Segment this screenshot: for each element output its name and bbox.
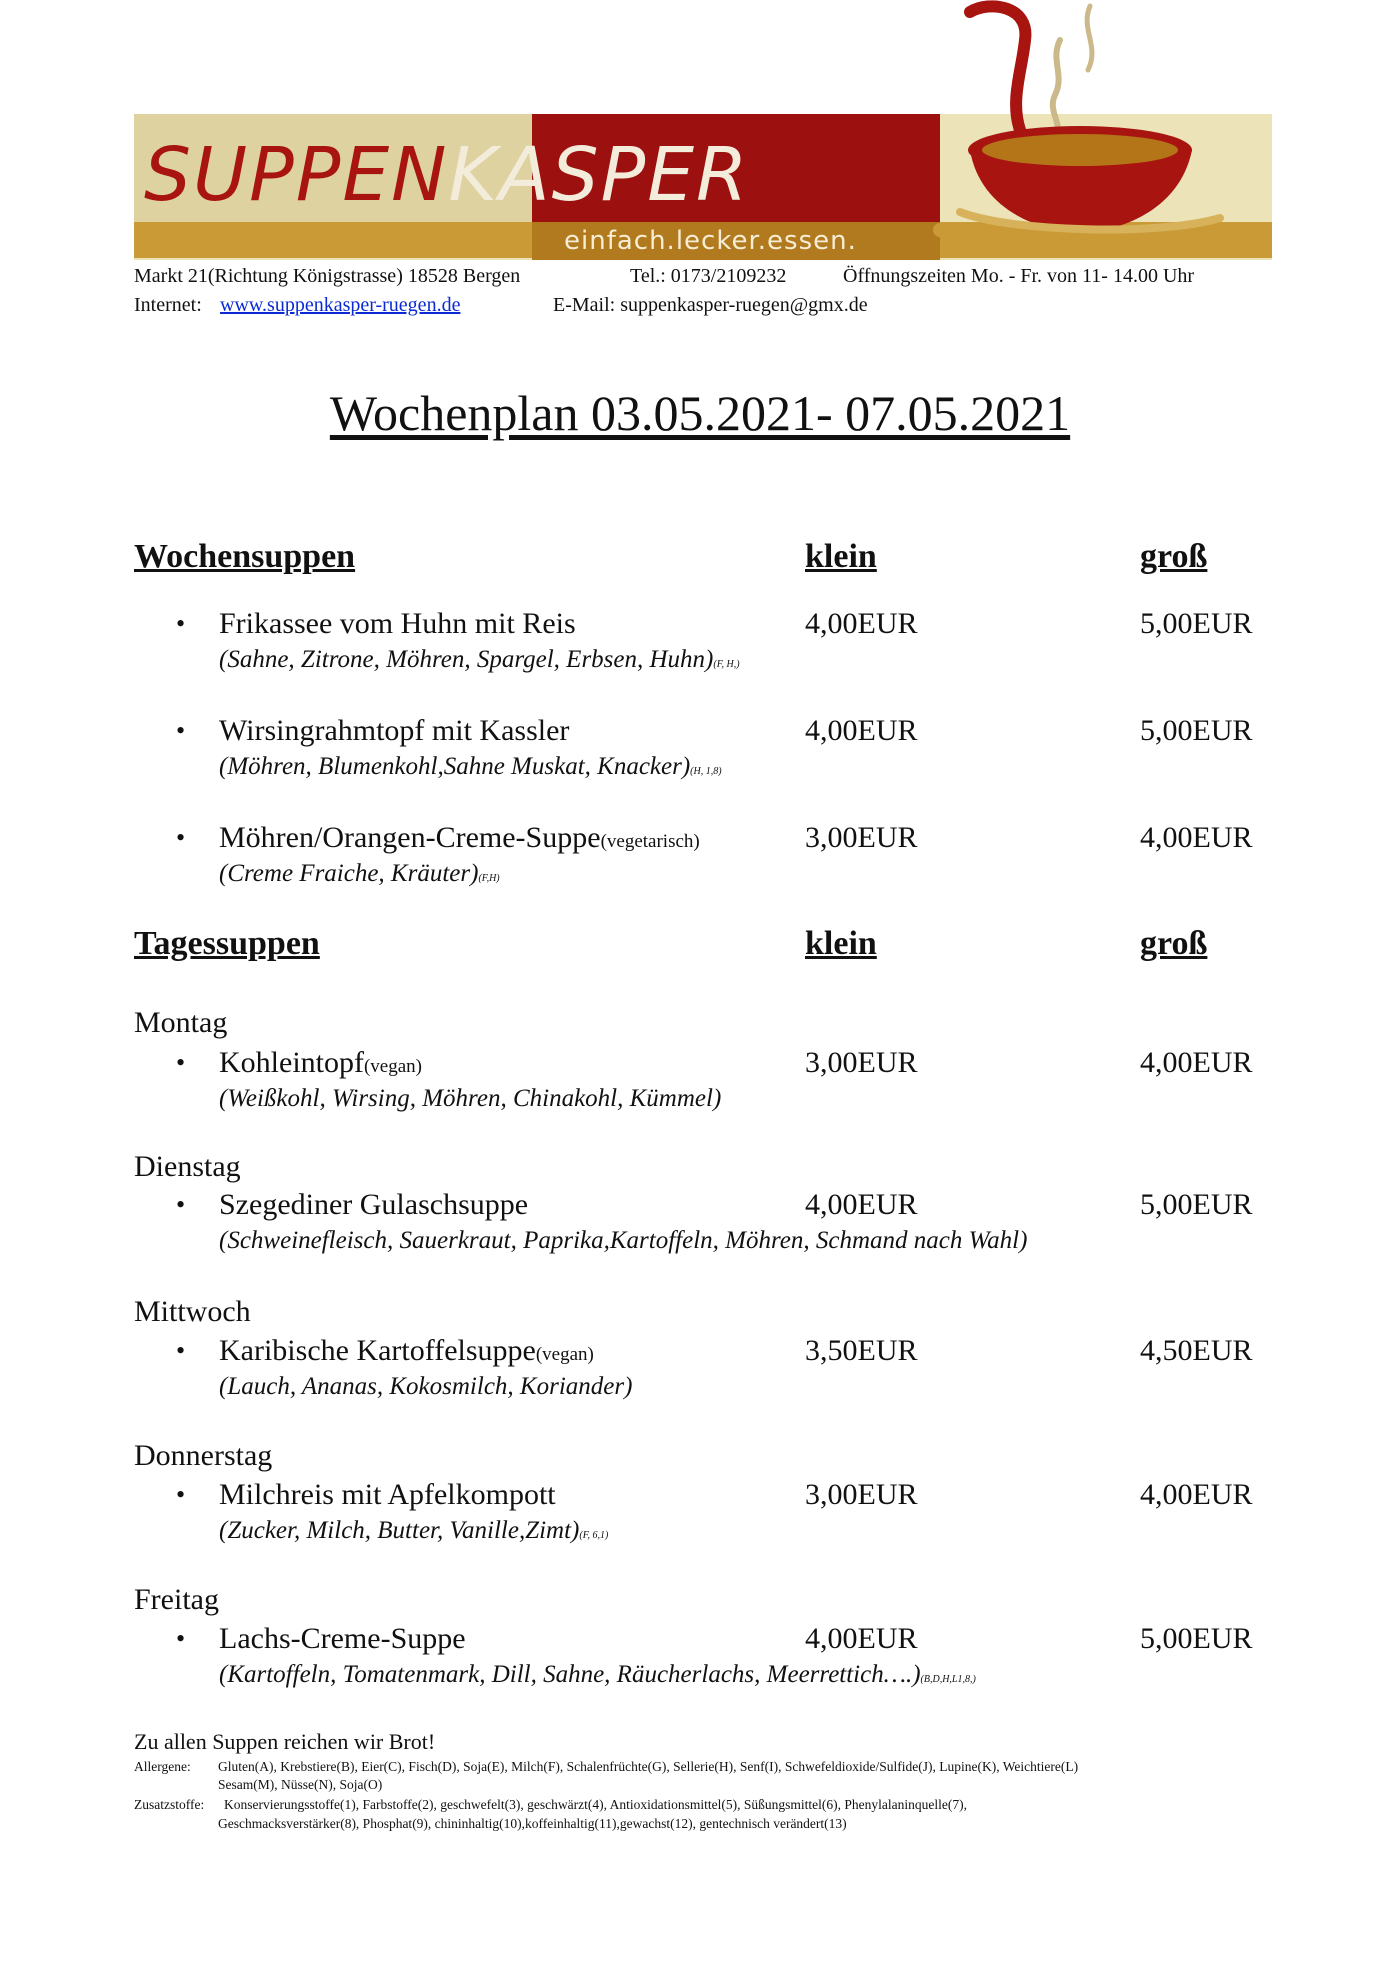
ingredients-text: (Zucker, Milch, Butter, Vanille,Zimt) (219, 1517, 580, 1544)
soup-bowl-with-ladle-icon (930, 0, 1270, 262)
daily-dish-name (219, 1477, 556, 1513)
weekly-price-small: 4,00EUR (805, 714, 918, 747)
weekly-dish-name (219, 820, 700, 856)
dish-title: Karibische Kartoffelsuppe (219, 1334, 536, 1367)
daily-ingredients (219, 1659, 976, 1691)
daily-price-small: 4,00EUR (805, 1622, 918, 1655)
allergene-line-1: Gluten(A), Krebstiere(B), Eier(C), Fisch(D), Soja(E), Milch(F), Schalenfrüchte(G), Sellerie(H), Senf(I), Schwefeldioxide/Sulfide(J), Lupine(K), Weichtiere(L) (218, 1759, 1079, 1774)
daily-price-large: 4,00EUR (1140, 1046, 1253, 1079)
dish-note: (vegan) (363, 1056, 423, 1077)
bread-note: Zu allen Suppen reichen wir Brot! (134, 1729, 436, 1754)
allergen-codes: (B,D,H,L1,8,) (920, 1674, 976, 1685)
daily-price-large: 5,00EUR (1140, 1188, 1253, 1221)
bullet-icon: • (176, 1190, 186, 1219)
soup-surface-shape (982, 134, 1178, 166)
contact-website-link[interactable] (220, 292, 460, 318)
contact-hours: Öffnungszeiten Mo. - Fr. von 11- 14.00 Uhr (843, 265, 1195, 287)
dish-note: (vegan) (535, 1344, 594, 1365)
weekly-price-small: 3,00EUR (805, 821, 918, 854)
bullet-icon: • (176, 1048, 186, 1077)
weekly-price-large: 4,00EUR (1140, 821, 1253, 854)
day-label: Donnerstag (134, 1439, 273, 1472)
weekly-price-small: 4,00EUR (805, 607, 918, 640)
daily-price-small: 4,00EUR (805, 1188, 918, 1221)
dish-title: Lachs-Creme-Suppe (219, 1622, 466, 1655)
bullet-icon: • (176, 1336, 186, 1365)
contact-internet-label: Internet: (134, 294, 202, 316)
dish-title: Kohleintopf (219, 1046, 364, 1079)
day-label: Mittwoch (134, 1295, 251, 1328)
dish-title: Frikassee vom Huhn mit Reis (219, 607, 576, 640)
ingredients-text: (Schweinefleisch, Sauerkraut, Paprika,Kartoffeln, Möhren, Schmand nach Wahl) (219, 1227, 1028, 1254)
dish-title: Milchreis mit Apfelkompott (219, 1478, 556, 1511)
ingredients-text: (Creme Fraiche, Kräuter) (219, 860, 479, 887)
daily-col-small: klein (805, 925, 877, 962)
ingredients-text: (Weißkohl, Wirsing, Möhren, Chinakohl, Kümmel) (219, 1085, 722, 1112)
bullet-icon: • (176, 1624, 186, 1653)
daily-price-large: 5,00EUR (1140, 1622, 1253, 1655)
daily-dish-name (219, 1621, 466, 1657)
brand-tagline: einfach.lecker.essen. (564, 226, 857, 256)
brand-name-part1: SUPPEN (144, 132, 449, 218)
contact-address: Markt 21(Richtung Königstrasse) 18528 Bergen (134, 265, 521, 287)
allergen-codes: (H, 1,8) (690, 766, 722, 777)
daily-price-large: 4,00EUR (1140, 1478, 1253, 1511)
daily-dish-name (219, 1187, 528, 1223)
day-label: Montag (134, 1006, 228, 1039)
ingredients-text: (Möhren, Blumenkohl,Sahne Muskat, Knacker) (219, 753, 691, 780)
weekly-col-large: groß (1140, 538, 1208, 575)
daily-price-small: 3,00EUR (805, 1478, 918, 1511)
bullet-icon: • (176, 716, 186, 745)
dish-title: Szegediner Gulaschsuppe (219, 1188, 529, 1221)
zusatz-label: Zusatzstoffe: (134, 1797, 205, 1812)
day-label: Dienstag (134, 1150, 241, 1183)
ingredients-text: (Lauch, Ananas, Kokosmilch, Koriander) (219, 1373, 633, 1400)
allergene-label: Allergene: (134, 1759, 191, 1774)
weekly-ingredients (219, 858, 500, 890)
daily-price-large: 4,50EUR (1140, 1334, 1253, 1367)
weekly-price-large: 5,00EUR (1140, 607, 1253, 640)
steam-swirl-shape (1053, 40, 1060, 135)
zusatz-line-2: Geschmacksverstärker(8), Phosphat(9), chininhaltig(10),koffeinhaltig(11),gewachst(12), gentechnisch verändert(13) (218, 1816, 847, 1831)
day-label: Freitag (134, 1583, 219, 1616)
bullet-icon: • (176, 609, 186, 638)
website-link-text[interactable]: www.suppenkasper-ruegen.de (220, 294, 461, 316)
page-title: Wochenplan 03.05.2021- 07.05.2021 (329, 385, 1071, 441)
bullet-icon: • (176, 1480, 186, 1509)
daily-ingredients (219, 1515, 608, 1547)
allergen-codes: (F, H,) (713, 659, 740, 670)
daily-col-large: groß (1140, 925, 1208, 962)
ingredients-text: (Kartoffeln, Tomatenmark, Dill, Sahne, Räucherlachs, Meerrettich….) (219, 1661, 921, 1688)
bullet-icon: • (176, 823, 186, 852)
daily-ingredients (219, 1225, 1027, 1257)
dish-note: (vegetarisch) (600, 831, 700, 852)
daily-ingredients (219, 1083, 721, 1115)
allergene-line-2: Sesam(M), Nüsse(N), Soja(O) (218, 1777, 383, 1792)
zusatz-line-1: Konservierungsstoffe(1), Farbstoffe(2), geschwefelt(3), geschwärzt(4), Antioxidationsmittel(5), Süßungsmittel(6), Phenylalaninquelle(7), (224, 1797, 967, 1812)
weekly-ingredients (219, 644, 740, 676)
daily-dish-name (219, 1045, 422, 1081)
dish-title: Wirsingrahmtopf mit Kassler (219, 714, 570, 747)
weekly-price-large: 5,00EUR (1140, 714, 1253, 747)
daily-price-small: 3,50EUR (805, 1334, 918, 1367)
daily-dish-name (219, 1333, 594, 1369)
weekly-dish-name (219, 606, 576, 642)
dish-title: Möhren/Orangen-Creme-Suppe (219, 821, 601, 854)
daily-price-small: 3,00EUR (805, 1046, 918, 1079)
steam-swirl-shape-2 (1087, 6, 1092, 70)
brand-name-part2: KASPER (448, 132, 750, 218)
contact-phone: Tel.: 0173/2109232 (630, 265, 787, 287)
ingredients-text: (Sahne, Zitrone, Möhren, Spargel, Erbsen, Huhn) (219, 646, 714, 673)
weekly-heading: Wochensuppen (134, 538, 356, 575)
allergen-codes: (F,H) (478, 873, 500, 884)
daily-heading: Tagessuppen (134, 925, 320, 962)
contact-email: E-Mail: suppenkasper-ruegen@gmx.de (553, 294, 868, 316)
weekly-col-small: klein (805, 538, 877, 575)
daily-ingredients (219, 1371, 632, 1403)
allergen-codes: (F, 6,1) (579, 1530, 609, 1541)
weekly-ingredients (219, 751, 722, 783)
weekly-dish-name (219, 713, 569, 749)
